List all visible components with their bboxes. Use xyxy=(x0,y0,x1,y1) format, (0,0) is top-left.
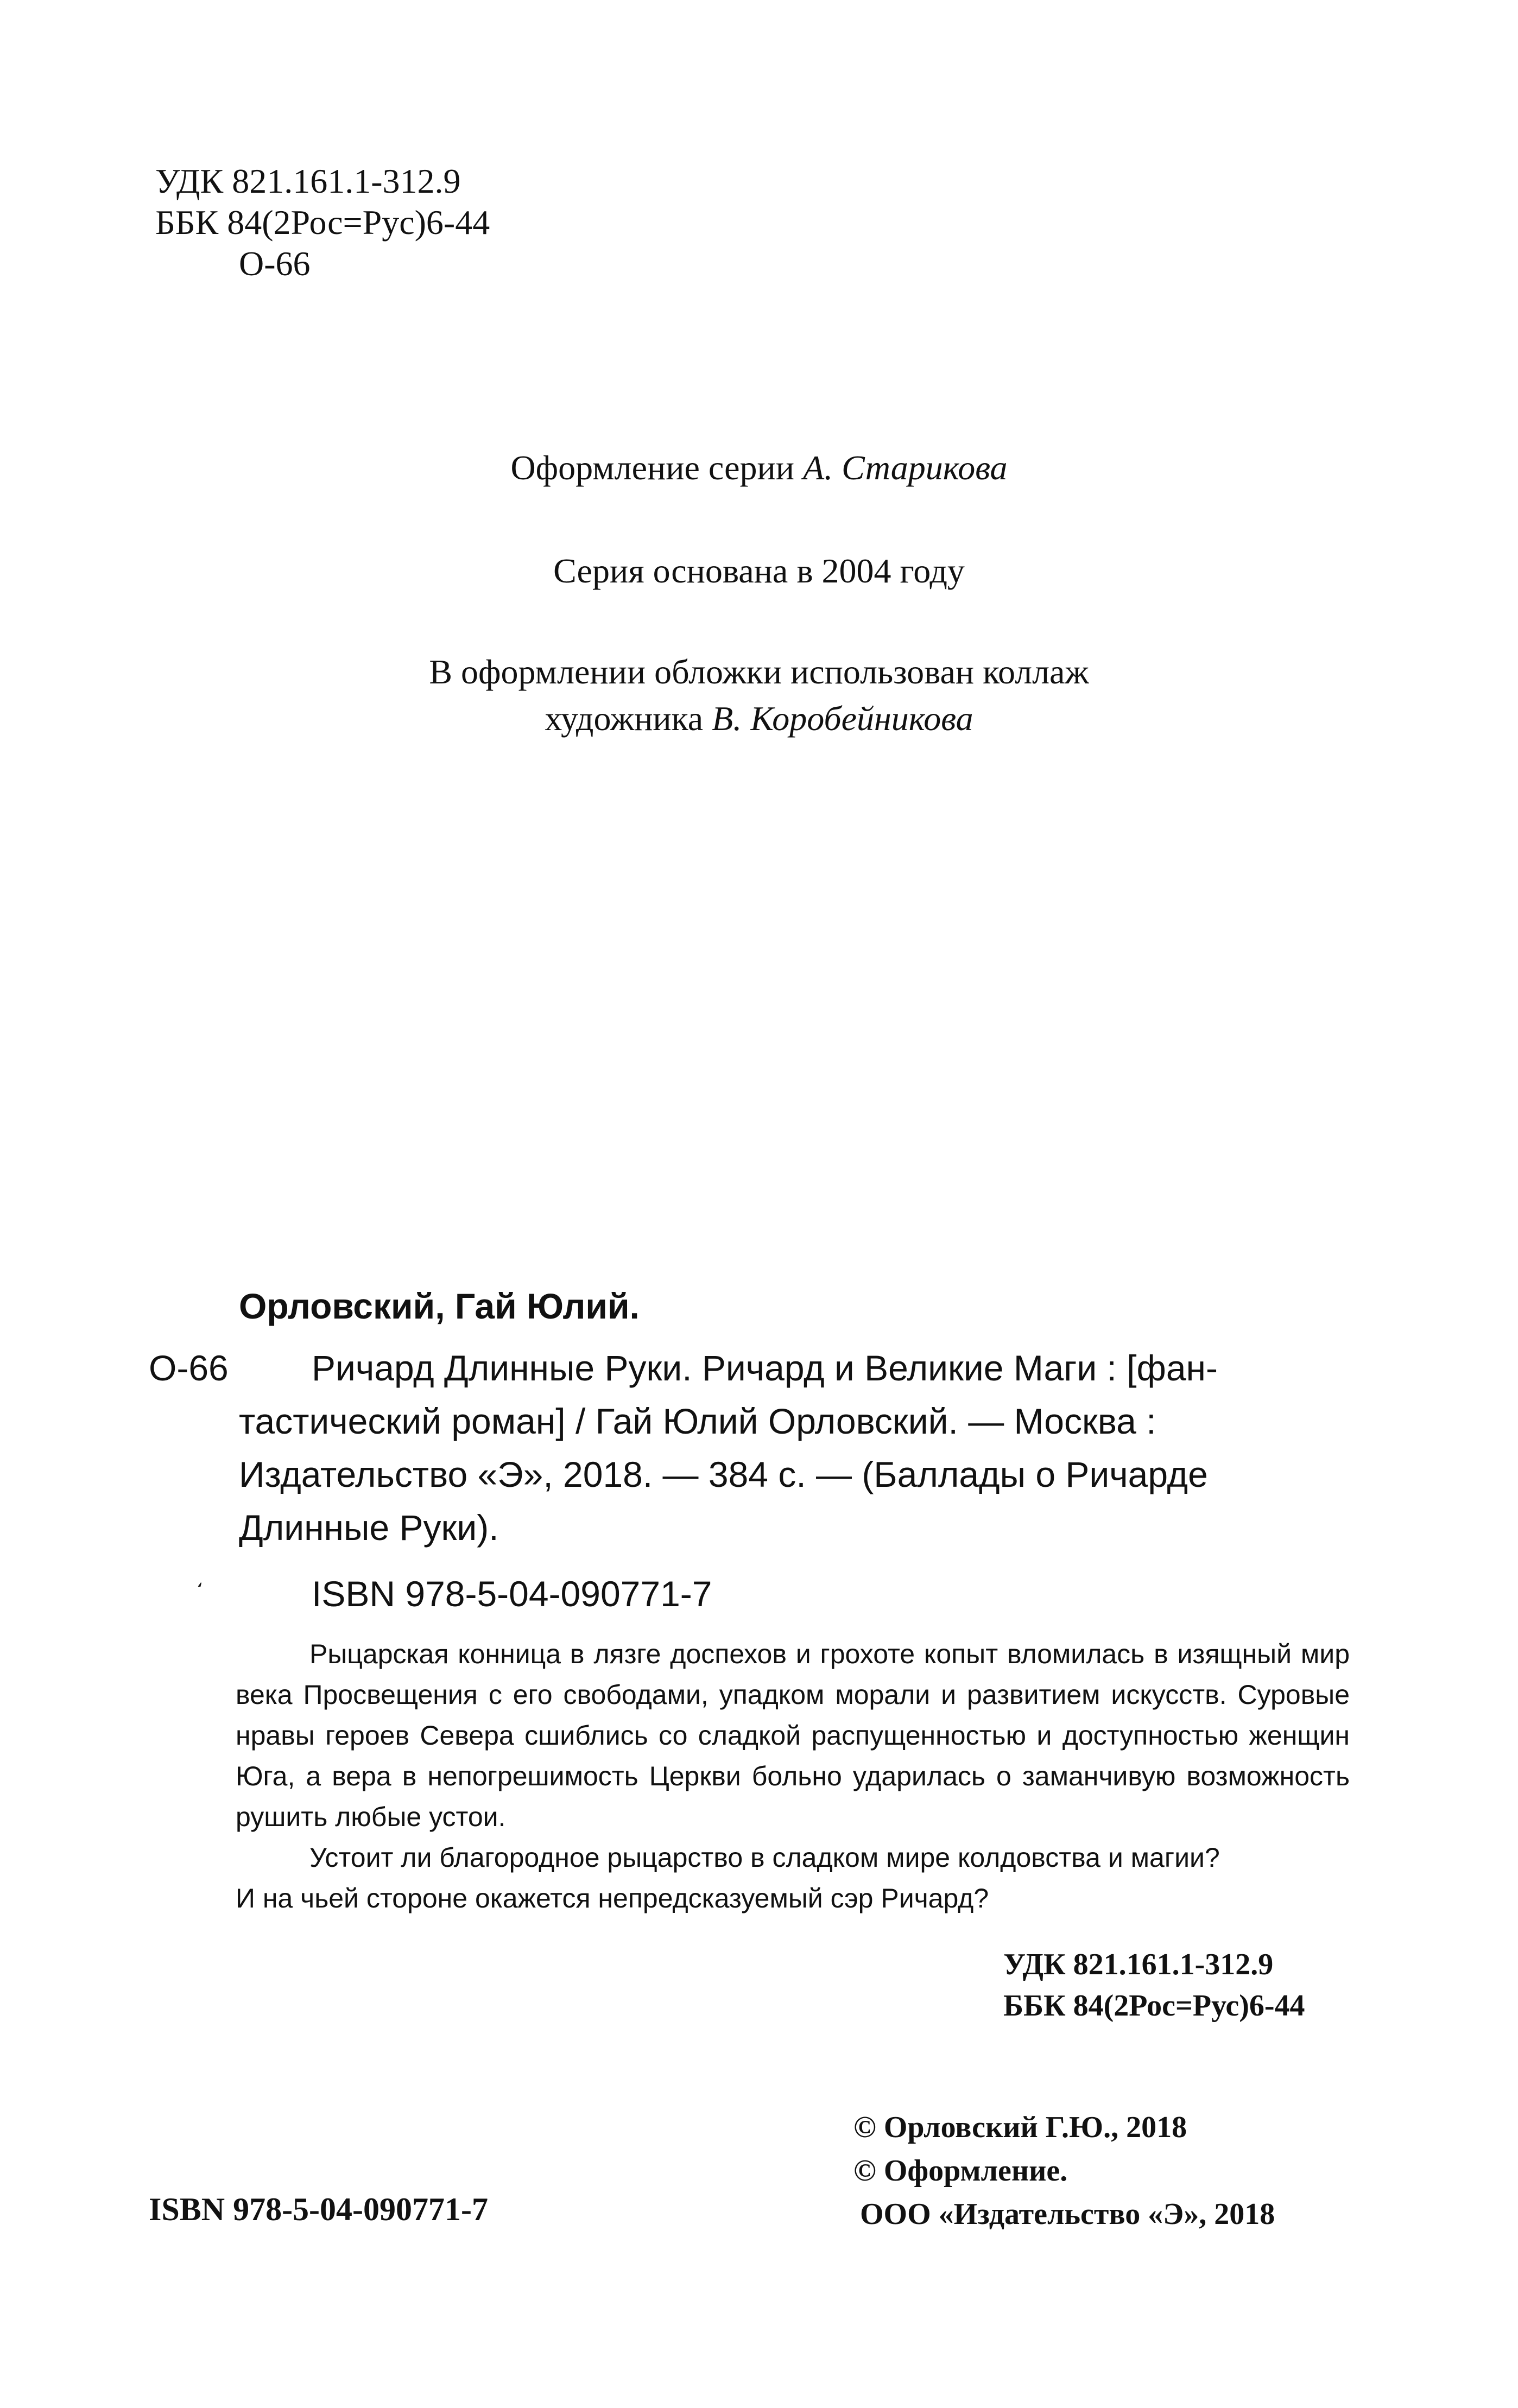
series-design-name: А. Старикова xyxy=(803,448,1008,487)
catalog-code: О-66 xyxy=(149,1348,229,1388)
udk-code-bottom: УДК 821.161.1-312.9 xyxy=(1003,1948,1274,1981)
author-code: О-66 xyxy=(239,244,311,283)
copyright-author: © Орловский Г.Ю., 2018 xyxy=(853,2111,1187,2144)
bbk-code: ББК 84(2Рос=Рус)6-44 xyxy=(155,203,490,242)
catalog-author: Орловский, Гай Юлий. xyxy=(239,1286,640,1326)
series-founded: Серия основана в 2004 году xyxy=(553,552,965,590)
cover-credit-line1: В оформлении обложки использован коллаж xyxy=(429,652,1089,691)
annotation-paragraph-2: Устоит ли благородное рыцарство в сладком мире колдовства и магии? xyxy=(309,1842,1220,1873)
catalog-line-4: Длинные Руки). xyxy=(239,1507,499,1548)
copyright-design: © Оформление. xyxy=(853,2154,1068,2188)
annotation xyxy=(236,1634,1350,1919)
stray-mark: ͵ xyxy=(195,1558,204,1587)
catalog-line-2: тастический роман] / Гай Юлий Орловский. — Москва : xyxy=(239,1401,1156,1441)
bbk-code-bottom: ББК 84(2Рос=Рус)6-44 xyxy=(1003,1989,1305,2023)
catalog-line-3: Издательство «Э», 2018. — 384 с. — (Баллады о Ричарде xyxy=(239,1454,1208,1494)
cover-credit-label: художника xyxy=(545,699,704,738)
cover-artist-name: В. Коробейникова xyxy=(712,699,973,738)
isbn-bottom: ISBN 978-5-04-090771-7 xyxy=(149,2191,488,2227)
udk-code: УДК 821.161.1-312.9 xyxy=(155,162,461,200)
series-design-credit xyxy=(0,445,1518,491)
series-design-label: Оформление серии xyxy=(510,448,795,487)
catalog-line-1: Ричард Длинные Руки. Ричард и Великие Маги : [фан- xyxy=(312,1348,1218,1388)
copyright-publisher: ООО «Издательство «Э», 2018 xyxy=(860,2197,1275,2231)
annotation-paragraph-3: И на чьей стороне окажется непредсказуемый сэр Ричард? xyxy=(236,1883,989,1913)
annotation-paragraph-1: Рыцарская конница в лязге доспехов и грохоте копыт вломилась в изящный мир века Просвещения с его свободами, упадком морали и развитием искусств. Суровые нравы героев Севера сшиблись со сладкой распущенностью и доступностью женщин Юга, а вера в непогрешимость Церкви больно ударилась о заманчивую возможность рушить любые устои. xyxy=(236,1639,1350,1832)
catalog-isbn: ISBN 978-5-04-090771-7 xyxy=(312,1574,712,1614)
cover-credit-line2 xyxy=(0,696,1518,742)
